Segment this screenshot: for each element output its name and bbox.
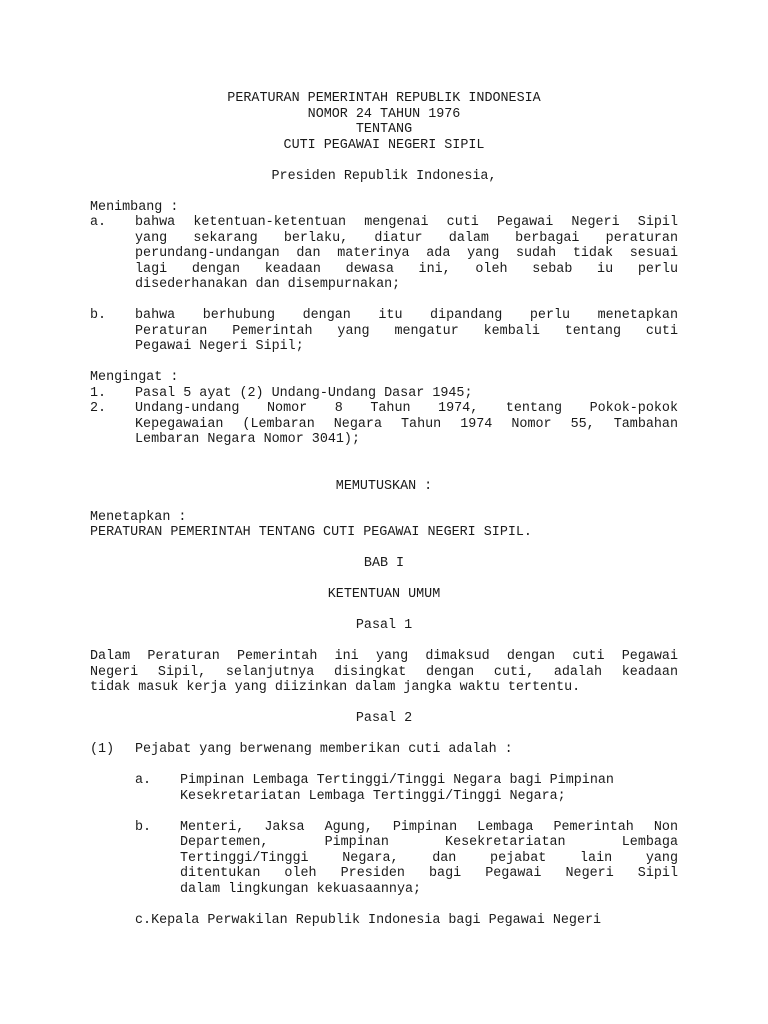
subitem-line: c.Kepala Perwakilan Republik Indonesia bagi Pegawai Negeri [135,912,602,928]
title-line-1: PERATURAN PEMERINTAH REPUBLIK INDONESIA [227,91,541,106]
document-header [90,91,678,184]
item-line: Undang-undang Nomor 8 Tahun 1974, tentang Pokok-pokok [135,401,678,416]
item-line: Pasal 5 ayat (2) Undang-Undang Dasar 1945; [135,385,473,401]
bab-title: KETENTUAN UMUM [327,587,441,602]
mengingat-label: Mengingat : [90,370,179,385]
item-line: Pegawai Negeri Sipil; [135,339,304,354]
subitem-number: b. [135,819,152,835]
subitem-line: Menteri, Jaksa Agung, Pimpinan Lembaga Pemerintah Non [180,819,678,835]
ayat-number: (1) [90,742,115,757]
item-line: bahwa ketentuan-ketentuan mengenai cuti Pegawai Negeri Sipil [135,215,678,230]
item-line: disederhanakan dan disempurnakan; [135,277,401,292]
title-line-2: NOMOR 24 TAHUN 1976 [307,106,461,122]
president-line: Presiden Republik Indonesia, [271,168,497,184]
menimbang-item-a [90,215,678,293]
subitem-line: Kesekretariatan Lembaga Tertinggi/Tinggi Negara; [180,788,566,804]
mengingat-item-1 [90,386,678,402]
item-line: yang sekarang berlaku, diatur dalam berbagai peraturan [135,230,678,246]
subitem-line: Departemen, Pimpinan Kesekretariatan Lembaga [180,835,678,850]
pasal-2-subitem-a [90,773,678,804]
menetapkan-text: PERATURAN PEMERINTAH TENTANG CUTI PEGAWAI NEGERI SIPIL. [90,525,532,540]
subitem-line: Pimpinan Lembaga Tertinggi/Tinggi Negara bagi Pimpinan [180,773,614,788]
title-line-4: CUTI PEGAWAI NEGERI SIPIL [283,137,485,153]
mengingat-item-2 [90,401,678,448]
menetapkan-section [90,510,678,541]
subitem-number: a. [135,773,152,788]
pasal-1-heading: Pasal 1 [355,618,413,633]
subitem-line: ditentukan oleh Presiden bagi Pegawai Negeri Sipil [180,866,678,881]
item-number: a. [90,215,107,230]
paragraph-line: tidak masuk kerja yang diizinkan dalam jangka waktu tertentu. [90,680,581,695]
item-line: Lembaran Negara Nomor 3041); [135,432,360,447]
menetapkan-label: Menetapkan : [90,509,187,525]
paragraph-line: Dalam Peraturan Pemerintah ini yang dimaksud dengan cuti Pegawai [90,649,678,664]
menimbang-label: Menimbang : [90,199,179,215]
ayat-text: Pejabat yang berwenang memberikan cuti adalah : [135,742,513,757]
item-number: b. [90,308,107,323]
item-number: 2. [90,401,107,416]
menimbang-item-b [90,308,678,355]
subitem-line: dalam lingkungan kekuasaannya; [180,881,422,897]
pasal-1-paragraph [90,649,678,696]
menimbang-section [90,200,678,355]
subitem-line: Tertinggi/Tinggi Negara, dan pejabat lain yang [180,850,678,866]
item-line: bahwa berhubung dengan itu dipandang perlu menetapkan [135,308,678,323]
paragraph-line: Negeri Sipil, selanjutnya disingkat dengan cuti, adalah keadaan [90,664,678,680]
item-number: 1. [90,385,107,401]
item-line: lagi dengan keadaan dewasa ini, oleh sebab iu perlu [135,261,678,277]
pasal-2-heading: Pasal 2 [355,711,413,726]
item-line: Peraturan Pemerintah yang mengatur kembali tentang cuti [135,323,678,339]
pasal-2-subitem-b [90,820,678,898]
item-line: Kepegawaian (Lembaran Negara Tahun 1974 Nomor 55, Tambahan [135,416,678,432]
document-page [90,91,678,928]
memutuskan-heading: MEMUTUSKAN : [335,478,433,494]
item-line: perundang-undangan dan materinya ada yang sudah tidak sesuai [135,246,678,261]
mengingat-section [90,370,678,448]
title-line-3: TENTANG [355,122,413,137]
bab-heading: BAB I [363,556,405,571]
pasal-2-subitem-c [90,913,678,929]
pasal-2-ayat-1 [90,742,678,758]
